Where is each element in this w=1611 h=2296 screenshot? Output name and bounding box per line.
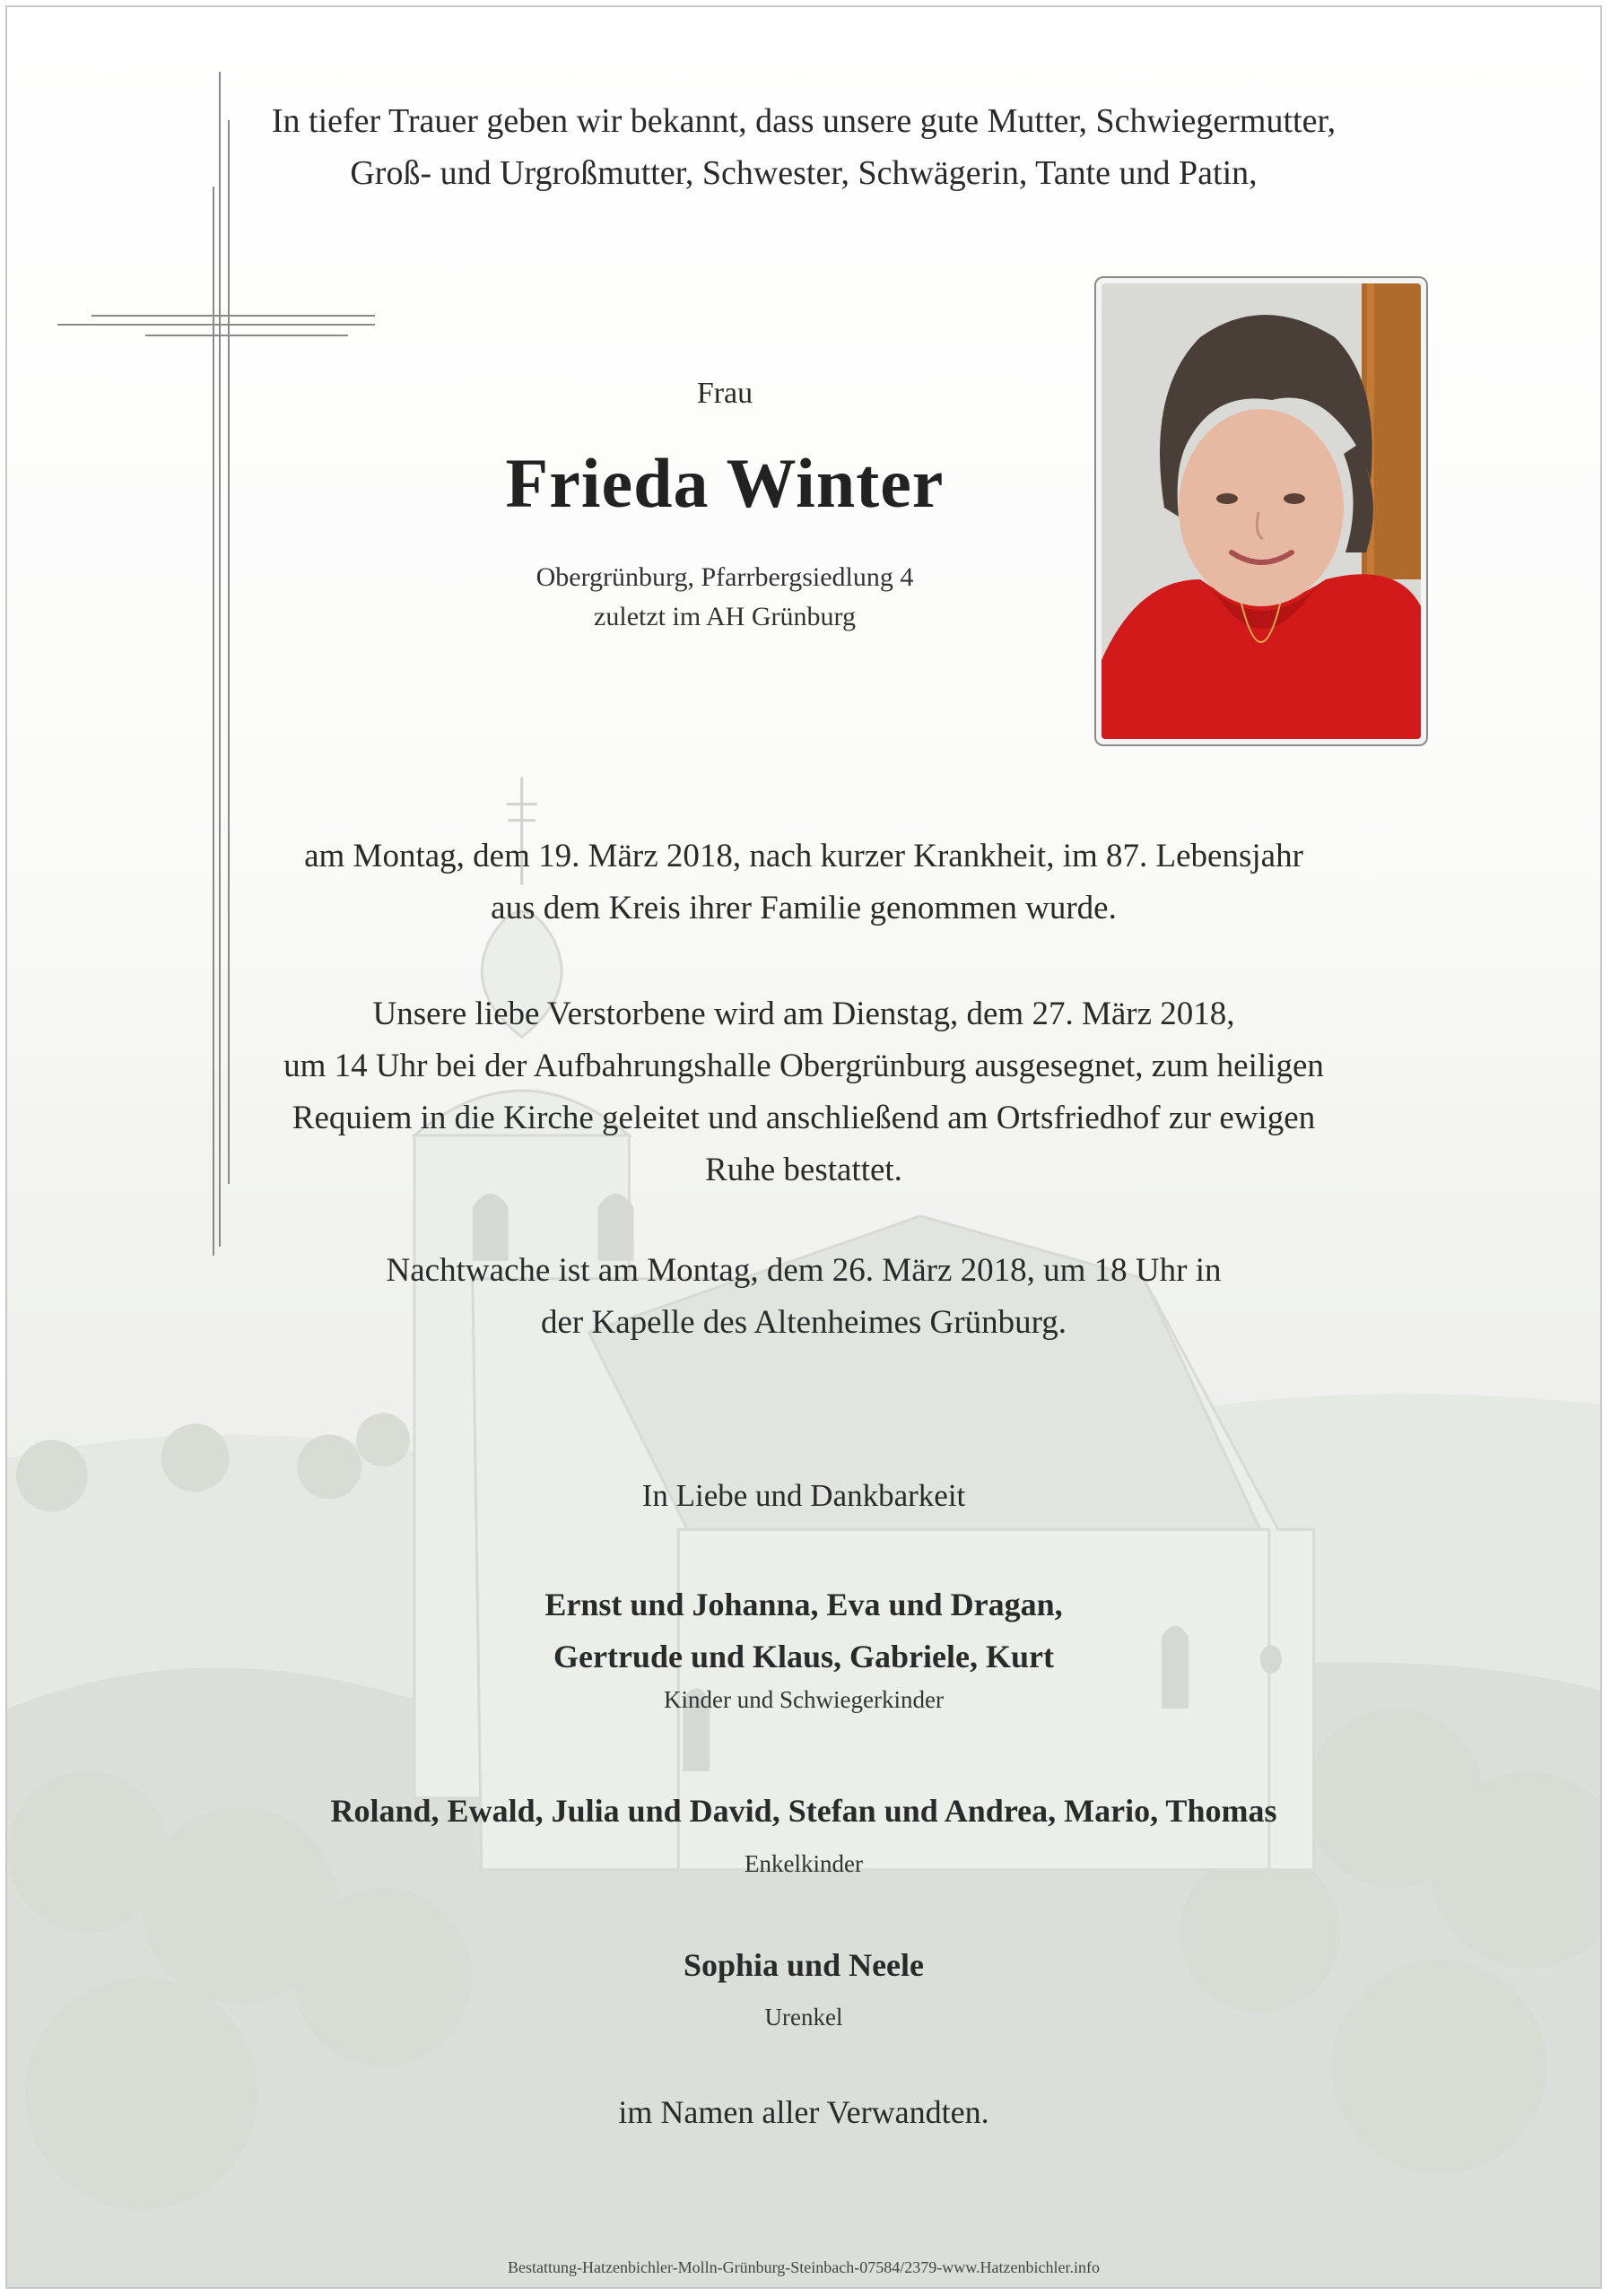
- greatgrandchildren-role: Urenkel: [764, 2004, 843, 2031]
- funeral-line-3: Requiem in die Kirche geleitet und anschließend am Ortsfriedhof zur ewigen: [292, 1100, 1316, 1136]
- intro-line-1: In tiefer Trauer geben wir bekannt, dass unsere gute Mutter, Schwiegermutter,: [271, 102, 1337, 140]
- portrait-frame: [1094, 276, 1428, 746]
- mourners-intro: In Liebe und Dankbarkeit: [641, 1478, 966, 1513]
- funeral-details: [7, 988, 1600, 1196]
- children-line-2: Gertrude und Klaus, Gabriele, Kurt: [553, 1639, 1054, 1674]
- funeral-line-2: um 14 Uhr bei der Aufbahrungshalle Obergrünburg ausgesegnet, zum heiligen: [283, 1048, 1324, 1084]
- vigil-line-1: Nachtwache ist am Montag, dem 26. März 2018, um 18 Uhr in: [386, 1252, 1222, 1289]
- announcement-intro: [7, 95, 1600, 199]
- children-role: Kinder und Schwiegerkinder: [664, 1686, 944, 1713]
- address-line-1: Obergrünburg, Pfarrbergsiedlung 4: [536, 562, 914, 592]
- vigil-line-2: der Kapelle des Altenheimes Grünburg.: [540, 1304, 1067, 1341]
- deceased-name: Frieda Winter: [505, 444, 945, 522]
- portrait-photo: [1102, 283, 1421, 739]
- children-names: [7, 1578, 1600, 1683]
- obituary-page: [5, 5, 1602, 2289]
- intro-line-2: Groß- und Urgroßmutter, Schwester, Schwägerin, Tante und Patin,: [350, 154, 1258, 192]
- death-announcement: [7, 831, 1600, 935]
- grandchildren-role: Enkelkinder: [745, 1850, 863, 1877]
- funeral-line-1: Unsere liebe Verstorbene wird am Dienstag, dem 27. März 2018,: [372, 996, 1235, 1032]
- funeral-home-footer: Bestattung-Hatzenbichler-Molln-Grünburg-Steinbach-07584/2379-www.Hatzenbichler.info: [508, 2258, 1100, 2276]
- funeral-line-4: Ruhe bestattet.: [705, 1152, 902, 1188]
- closing-line: im Namen aller Verwandten.: [618, 2094, 989, 2130]
- vigil-details: [7, 1245, 1600, 1349]
- death-line-1: am Montag, dem 19. März 2018, nach kurzer Krankheit, im 87. Lebensjahr: [304, 838, 1303, 874]
- salutation: Frau: [696, 377, 753, 410]
- grandchildren-names: Roland, Ewald, Julia und David, Stefan und Andrea, Mario, Thomas: [330, 1793, 1277, 1829]
- greatgrandchildren-names: Sophia und Neele: [683, 1947, 925, 1983]
- children-line-1: Ernst und Johanna, Eva und Dragan,: [544, 1587, 1063, 1622]
- death-line-2: aus dem Kreis ihrer Familie genommen wurde.: [491, 890, 1117, 926]
- address-line-2: zuletzt im AH Grünburg: [594, 602, 856, 631]
- deceased-address: [366, 558, 1084, 637]
